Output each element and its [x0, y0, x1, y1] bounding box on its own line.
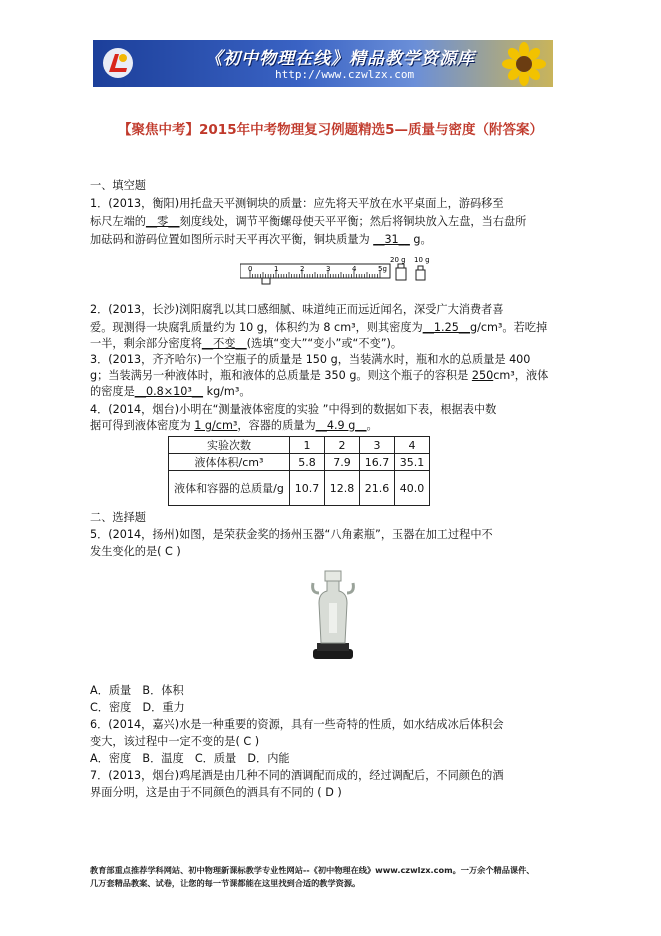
ruler-tick-label: 0: [248, 265, 253, 273]
table-cell: 2: [325, 437, 360, 454]
ruler-tick-label: 2: [300, 265, 305, 273]
table-cell: 液体体积/cm³: [169, 454, 290, 471]
q2-answer1: __1.25__: [422, 321, 471, 334]
q2-line2: 爱。现测得一块腐乳质量约为 10 g，体积约为 8 cm³，则其密度为__1.25__g/cm³。若吃掉: [90, 321, 548, 334]
banner-url[interactable]: http://www.czwlzx.com: [275, 68, 415, 81]
weight-label-20g: 20 g: [390, 256, 406, 264]
q1-answer2: __31__: [373, 233, 410, 246]
table-cell: 16.7: [360, 454, 395, 471]
q5-options-1: A．质量 B．体积: [90, 684, 184, 697]
q2-line1: 2．(2013，长沙)浏阳腐乳以其口感细腻、味道纯正而远近闻名，深受广大消费者喜: [90, 303, 504, 316]
q4-line1: 4．(2014，烟台)小明在“测量液体密度的实验 ”中得到的数据如下表，根据表中数: [90, 403, 497, 416]
table-cell: 液体和容器的总质量/g: [169, 471, 290, 506]
footer-line2: 几万套精品教案、试卷，让您的每一节课都能在这里找到合适的教学资源。: [90, 878, 361, 888]
table-cell: 12.8: [325, 471, 360, 506]
q6-line2: 变大，该过程中一定不变的是( C ): [90, 735, 260, 748]
q7-line1: 7．(2013，烟台)鸡尾酒是由几种不同的酒调配而成的，经过调配后，不同颜色的酒: [90, 769, 504, 782]
q3-answer1: 250: [471, 369, 494, 382]
table-row: [169, 454, 430, 471]
q5-line2: 发生变化的是( C ): [90, 545, 181, 558]
ruler-tick-label: 1: [274, 265, 279, 273]
q4-answer1: 1 g/cm³: [194, 419, 238, 432]
ruler-tick-label: 5g: [378, 265, 387, 273]
weight-label-10g: 10 g: [414, 256, 430, 264]
section-heading-fill: 一、填空题: [90, 179, 146, 192]
table-header-row: [169, 437, 430, 454]
table-cell: 5.8: [290, 454, 325, 471]
banner-title: 《初中物理在线》精品教学资源库: [205, 49, 475, 69]
q1-line1: 1．(2013，衡阳)用托盘天平测铜块的质量：应先将天平放在水平桌面上，游码移至: [90, 197, 504, 210]
q4-line2: 据可得到液体密度为 1 g/cm³，容器的质量为__4.9 g__。: [90, 419, 378, 432]
site-logo-icon: [101, 46, 135, 80]
q1-line2: 标尺左端的__零__刻度线处，调节平衡螺母使天平平衡；然后将铜块放入左盘，当右盘所: [90, 215, 527, 228]
rider-icon: [262, 278, 270, 284]
section-heading-choice: 二、选择题: [90, 511, 146, 524]
table-cell: 35.1: [395, 454, 430, 471]
table-cell: 实验次数: [169, 437, 290, 454]
q1-line3: 加砝码和游码位置如图所示时天平再次平衡，铜块质量为 __31__ g。: [90, 233, 432, 246]
q5-line1: 5．(2014，扬州)如图，是荣获金奖的扬州玉器“八角素瓶”，玉器在加工过程中不: [90, 528, 493, 541]
table-cell: 3: [360, 437, 395, 454]
header-banner: [93, 40, 553, 87]
data-table: [168, 436, 430, 506]
q1-answer1: __零__: [145, 215, 180, 228]
balance-ruler-figure: [240, 254, 440, 296]
q4-answer2: __4.9 g__: [315, 419, 367, 432]
table-row: [169, 471, 430, 506]
q2-line3: 一半，剩余部分密度将__不变__(选填“变大”“变小”或“不变”)。: [90, 337, 403, 350]
table-cell: 21.6: [360, 471, 395, 506]
ruler-tick-label: 3: [326, 265, 331, 273]
sunflower-icon: [499, 42, 549, 86]
table-cell: 1: [290, 437, 325, 454]
weight-10g-icon: [416, 266, 425, 280]
ruler-tick-label: 4: [352, 265, 357, 273]
q3-line3: 的密度是__0.8×10³__ kg/m³。: [90, 385, 251, 398]
q6-line1: 6．(2014，嘉兴)水是一种重要的资源，具有一些奇特的性质，如水结成冰后体积会: [90, 718, 504, 731]
q7-line2: 界面分明，这是由于不同颜色的酒具有不同的 ( D ): [90, 786, 342, 799]
document-title: 【聚焦中考】2015年中考物理复习例题精选5—质量与密度（附答案）: [118, 122, 543, 138]
weight-20g-icon: [396, 264, 406, 280]
q3-line1: 3．(2013，齐齐哈尔)一个空瓶子的质量是 150 g，当装满水时，瓶和水的总质量是 400: [90, 353, 531, 366]
table-cell: 10.7: [290, 471, 325, 506]
q6-options: A．密度 B．温度 C．质量 D．内能: [90, 752, 290, 765]
q3-answer2: __0.8×10³__: [134, 385, 204, 398]
q5-options-2: C．密度 D．重力: [90, 701, 185, 714]
q3-line2: g；当装满另一种液体时，瓶和液体的总质量是 350 g。则这个瓶子的容积是 250cm³，液体: [90, 369, 549, 382]
jade-vase-image: [307, 563, 359, 663]
q2-answer2: __不变__: [201, 337, 247, 350]
table-cell: 40.0: [395, 471, 430, 506]
footer-line1: 教育部重点推荐学科网站、初中物理新课标教学专业性网站--《初中物理在线》www.czwlzx.com。一万余个精品课件、: [90, 865, 535, 875]
table-cell: 7.9: [325, 454, 360, 471]
table-cell: 4: [395, 437, 430, 454]
